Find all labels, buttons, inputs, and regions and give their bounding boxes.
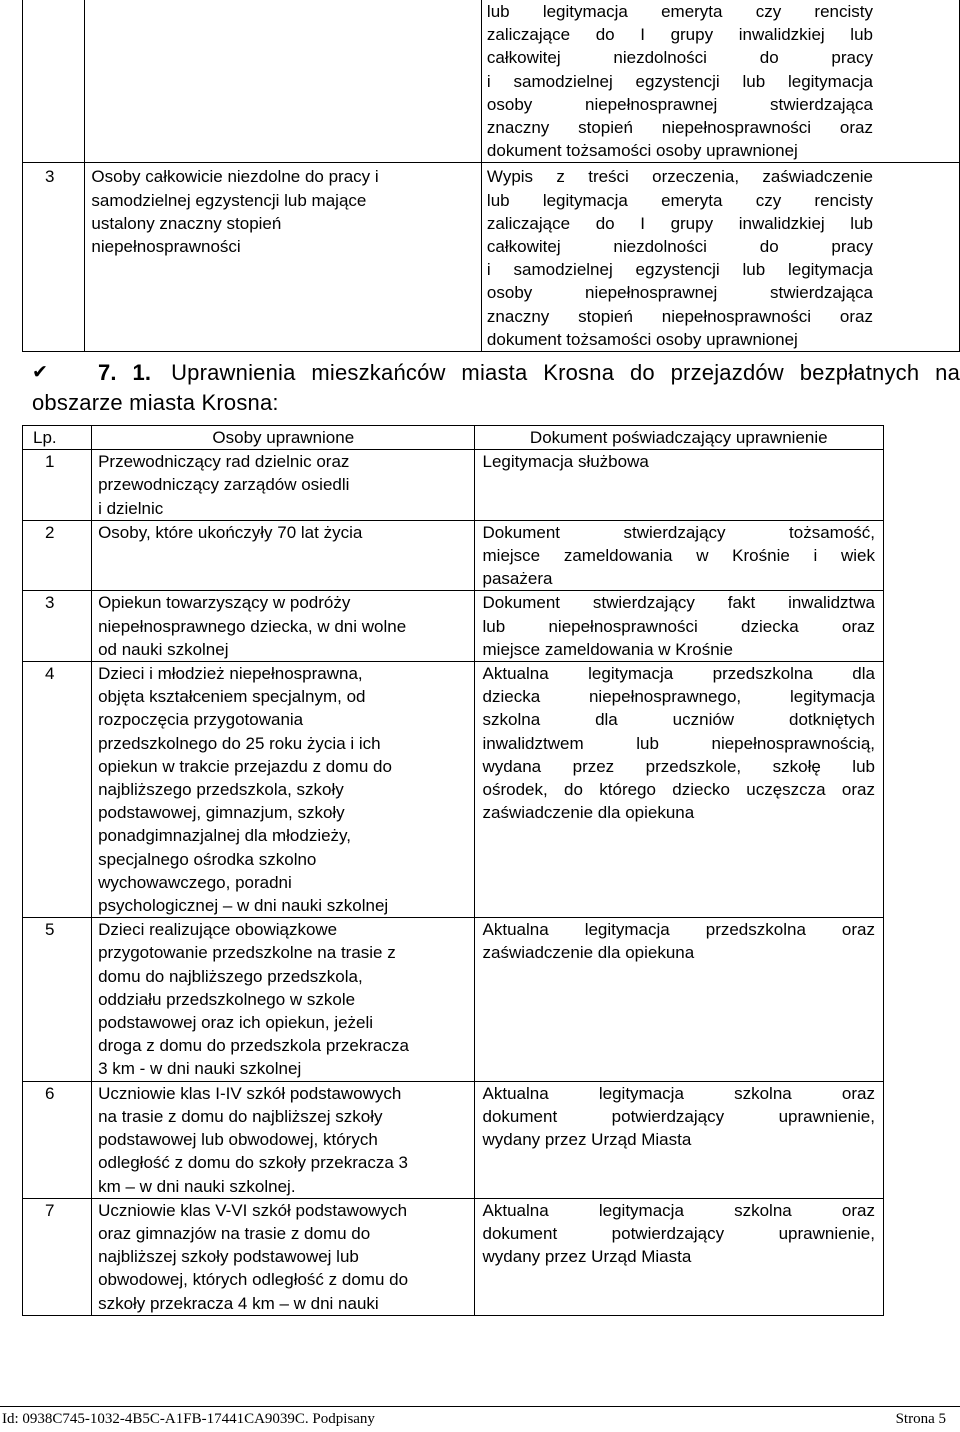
cell-line: wydany przez Urząd Miasta xyxy=(482,1247,692,1267)
cell-line: znaczny stopień niepełnosprawności oraz xyxy=(486,118,873,138)
table-row xyxy=(23,163,960,352)
cell-line: dokument potwierdzający uprawnienie, xyxy=(482,1223,875,1243)
cell-line: przedszkolnego do 25 roku życia i ich xyxy=(98,733,381,753)
cell-line: Osoby, które ukończyły 70 lat życia xyxy=(98,522,363,542)
cell-line: wychowawczego, poradni xyxy=(98,872,292,892)
eligible-persons-cell xyxy=(85,0,482,163)
cell-line: obwodowej, których odległość z domu do xyxy=(98,1270,409,1290)
document-id: Id: 0938C745-1032-4B5C-A1FB-17441CA9039C. Podpisany xyxy=(2,1411,375,1427)
cell-line: Aktualna legitymacja szkolna oraz xyxy=(482,1200,875,1220)
cell-line: lub legitymacja emeryta czy rencisty xyxy=(486,2,873,21)
cell-line: samodzielnej egzystencji lub mające xyxy=(91,190,367,210)
eligible-persons-cell xyxy=(92,520,474,591)
cell-line: lub legitymacja emeryta czy rencisty xyxy=(486,190,873,210)
row-number: 2 xyxy=(23,520,92,591)
document-cell xyxy=(474,662,883,918)
section-heading xyxy=(32,358,960,418)
cell-line: dokument potwierdzający uprawnienie, xyxy=(482,1106,875,1126)
row-number: 4 xyxy=(23,662,92,918)
table-row xyxy=(23,591,884,662)
cell-line: zaliczające do I grupy inwalidzkiej lub xyxy=(486,213,873,233)
cell-line: inwalidztwem lub niepełnosprawnością, xyxy=(482,733,875,753)
cell-line: osoby niepełnosprawnej stwierdzająca xyxy=(486,94,873,114)
table-row xyxy=(23,662,884,918)
row-number: 5 xyxy=(23,918,92,1081)
document-cell xyxy=(474,1198,883,1315)
table-header-row xyxy=(23,426,884,450)
cell-line: Uczniowie klas I-IV szkół podstawowych xyxy=(98,1083,402,1103)
cell-line: Opiekun towarzyszący w podróży xyxy=(98,593,351,613)
cell-line: Dokument stwierdzający tożsamość, xyxy=(482,522,875,542)
header-lp: Lp. xyxy=(23,426,92,450)
cell-line: niepełnosprawności xyxy=(91,237,241,257)
table-row xyxy=(23,918,884,1081)
cell-line: niepełnosprawnego dziecka, w dni wolne xyxy=(98,616,407,636)
bullet-icon: ✔ xyxy=(32,362,49,383)
cell-line: pasażera xyxy=(482,569,553,589)
table-row xyxy=(23,1198,884,1315)
cell-line: specjalnego ośrodka szkolno xyxy=(98,849,317,869)
row-number: 7 xyxy=(23,1198,92,1315)
document-cell xyxy=(481,0,959,163)
cell-line: miejsce zameldowania w Krośnie xyxy=(482,639,733,659)
cell-line: oddziału przedszkolnego w szkole xyxy=(98,989,356,1009)
cell-line: na trasie z domu do najbliższej szkoły xyxy=(98,1106,383,1126)
cell-line: przygotowanie przedszkolne na trasie z xyxy=(98,943,396,963)
cell-line: Aktualna legitymacja szkolna oraz xyxy=(482,1083,875,1103)
cell-line: psychologicznej – w dni nauki szkolnej xyxy=(98,896,389,916)
cell-line: zaświadczenie dla opiekuna xyxy=(482,803,695,823)
document-cell xyxy=(474,450,883,521)
header-document: Dokument poświadczający uprawnienie xyxy=(474,426,883,450)
cell-line: całkowitej niezdolności do pracy xyxy=(486,237,873,257)
cell-line: podstawowej oraz ich opiekun, jeżeli xyxy=(98,1013,374,1033)
section-number: 7. 1. xyxy=(97,360,152,385)
table-row xyxy=(23,0,960,163)
cell-line: objęta kształceniem specjalnym, od xyxy=(98,687,366,707)
header-persons: Osoby uprawnione xyxy=(92,426,474,450)
cell-line: domu do najbliższego przedszkola, xyxy=(98,966,363,986)
cell-line: wydany przez Urząd Miasta xyxy=(482,1130,692,1150)
cell-line: podstawowej, gimnazjum, szkoły xyxy=(98,803,345,823)
table-row xyxy=(23,450,884,521)
cell-line: osoby niepełnosprawnej stwierdzająca xyxy=(486,283,873,303)
cell-line: od nauki szkolnej xyxy=(98,639,229,659)
table-row xyxy=(23,520,884,591)
cell-line: oraz gimnazjów na trasie z domu do xyxy=(98,1223,371,1243)
cell-line: lub niepełnosprawności dziecka oraz xyxy=(482,616,875,636)
cell-line: całkowitej niezdolności do pracy xyxy=(486,48,873,68)
eligibility-table-continued xyxy=(22,0,960,352)
eligible-persons-cell xyxy=(92,591,474,662)
eligible-persons-cell xyxy=(92,918,474,1081)
cell-line: Osoby całkowicie niezdolne do pracy i xyxy=(91,167,379,187)
row-number: 3 xyxy=(23,591,92,662)
cell-line: Legitymacja służbowa xyxy=(482,452,649,472)
cell-line: droga z domu do przedszkola przekracza xyxy=(98,1036,409,1056)
cell-line: podstawowej lub obwodowej, których xyxy=(98,1130,378,1150)
cell-line: Uczniowie klas V-VI szkół podstawowych xyxy=(98,1200,408,1220)
document-cell xyxy=(481,163,959,352)
document-cell xyxy=(474,1081,883,1198)
cell-line: Aktualna legitymacja przedszkolna oraz xyxy=(482,920,875,940)
table-row xyxy=(23,1081,884,1198)
row-number-cell xyxy=(23,0,85,163)
cell-line: 3 km - w dni nauki szkolnej xyxy=(98,1059,302,1079)
page-number: Strona 5 xyxy=(895,1411,946,1427)
cell-line: Dokument stwierdzający fakt inwalidztwa xyxy=(482,593,875,613)
cell-line: Dzieci realizujące obowiązkowe xyxy=(98,920,338,940)
cell-line: i samodzielnej egzystencji lub legitymacja xyxy=(486,260,873,280)
cell-line: wydana przez przedszkole, szkołę lub xyxy=(482,756,875,776)
cell-line: ośrodek, do którego dziecko uczęszcza oraz xyxy=(482,780,875,800)
cell-line: i samodzielnej egzystencji lub legitymacja xyxy=(486,71,873,91)
cell-line: km – w dni nauki szkolnej. xyxy=(98,1176,296,1196)
cell-line: miejsce zameldowania w Krośnie i wiek xyxy=(482,546,875,566)
cell-line: najbliższego przedszkola, szkoły xyxy=(98,780,344,800)
cell-line: Aktualna legitymacja przedszkolna dla xyxy=(482,664,875,684)
cell-line: przewodniczący zarządów osiedli xyxy=(98,475,350,495)
cell-line: zaliczające do I grupy inwalidzkiej lub xyxy=(486,25,873,45)
row-number: 3 xyxy=(45,167,55,187)
row-number: 1 xyxy=(23,450,92,521)
cell-line: szkoły przekracza 4 km – w dni nauki xyxy=(98,1293,379,1313)
cell-line: i dzielnic xyxy=(98,498,164,518)
cell-line: odległość z domu do szkoły przekracza 3 xyxy=(98,1153,409,1173)
cell-line: dokument tożsamości osoby uprawnionej xyxy=(486,141,798,161)
section-title-line1: Uprawnienia mieszkańców miasta Krosna do przejazdów bezpłatnych na xyxy=(171,360,960,385)
cell-line: opiekun w trakcie przejazdu z domu do xyxy=(98,756,392,776)
section-title-line2: obszarze miasta Krosna: xyxy=(32,390,279,415)
cell-line: znaczny stopień niepełnosprawności oraz xyxy=(486,306,873,326)
eligible-persons-cell xyxy=(92,1081,474,1198)
document-cell xyxy=(474,591,883,662)
free-travel-eligibility-table xyxy=(22,425,884,1316)
document-cell xyxy=(474,520,883,591)
eligible-persons-cell xyxy=(92,1198,474,1315)
cell-line: zaświadczenie dla opiekuna xyxy=(482,943,695,963)
cell-line: rozpoczęcia przygotowania xyxy=(98,710,304,730)
cell-line: Dzieci i młodzież niepełnosprawna, xyxy=(98,664,363,684)
eligible-persons-cell xyxy=(92,450,474,521)
cell-line: Przewodniczący rad dzielnic oraz xyxy=(98,452,350,472)
cell-line: dokument tożsamości osoby uprawnionej xyxy=(486,329,798,349)
eligible-persons-cell xyxy=(85,163,482,352)
document-footer xyxy=(0,1406,960,1432)
row-number: 6 xyxy=(23,1081,92,1198)
cell-line: najbliższej szkoły podstawowej lub xyxy=(98,1247,359,1267)
eligible-persons-cell xyxy=(92,662,474,918)
cell-line: dziecka niepełnosprawnego, legitymacja xyxy=(482,687,875,707)
cell-line: ustalony znaczny stopień xyxy=(91,213,282,233)
cell-line: szkolna dla uczniów dotkniętych xyxy=(482,710,875,730)
cell-line: Wypis z treści orzeczenia, zaświadczenie xyxy=(486,167,873,187)
row-number-cell xyxy=(23,163,85,352)
cell-line: ponadgimnazjalnej dla młodzieży, xyxy=(98,826,352,846)
document-cell xyxy=(474,918,883,1081)
